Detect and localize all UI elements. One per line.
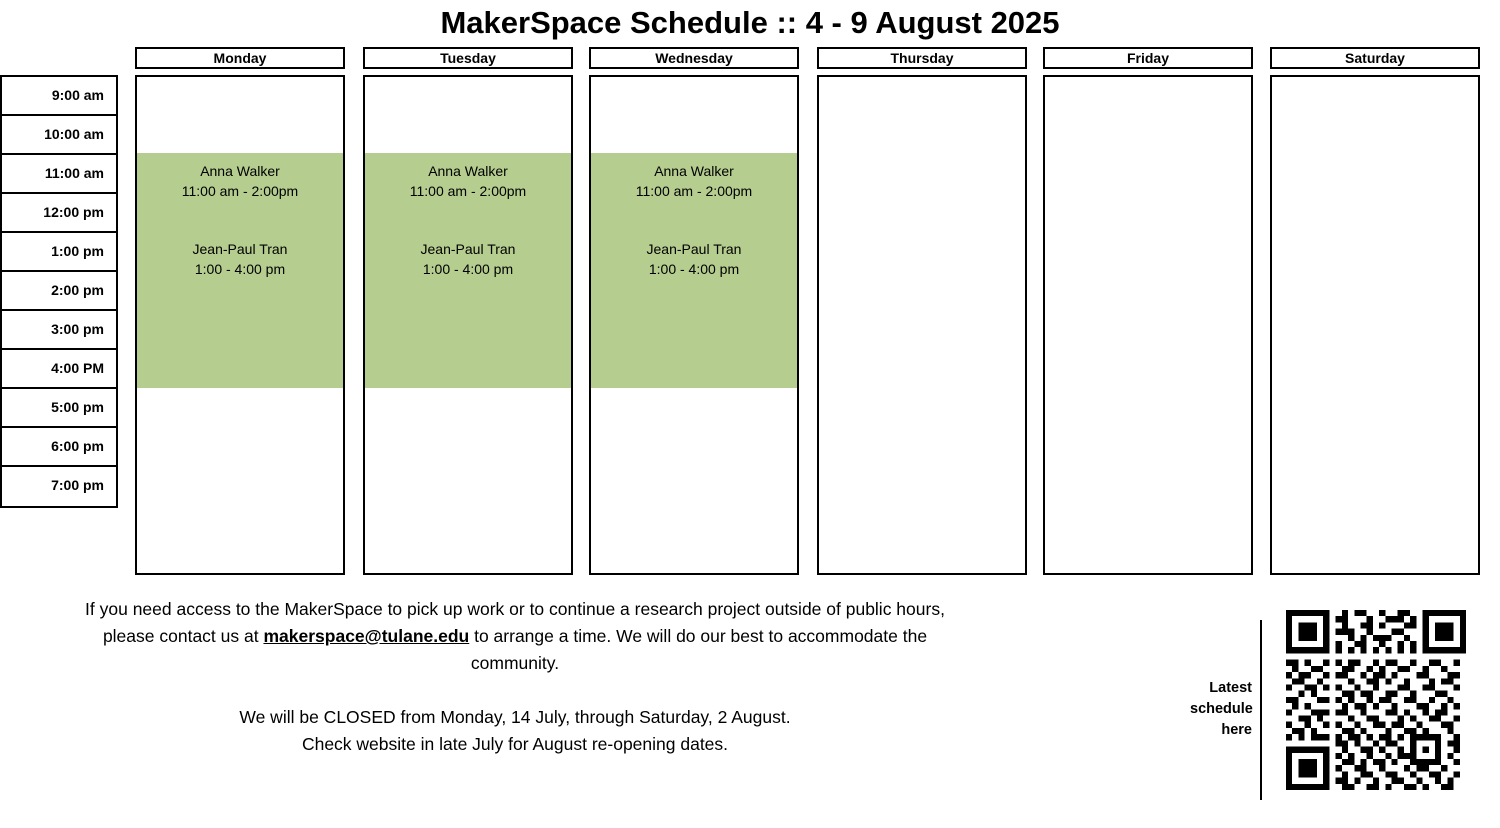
access-line-2-post: to arrange a time. We will do our best to accommodate the: [469, 626, 928, 646]
time-slot: 6:00 pm: [2, 428, 116, 467]
event-name: Anna Walker: [654, 163, 734, 180]
event-block[interactable]: [365, 153, 571, 231]
time-slot: 11:00 am: [2, 155, 116, 194]
day-header-friday: Friday: [1043, 47, 1253, 69]
footer: [0, 596, 1500, 828]
day-column-monday[interactable]: [135, 75, 345, 575]
event-time: 1:00 - 4:00 pm: [422, 261, 514, 278]
event-time: 11:00 am - 2:00pm: [635, 183, 753, 200]
time-slot: 12:00 pm: [2, 194, 116, 233]
event-block[interactable]: [137, 153, 343, 231]
qr-divider: [1260, 620, 1262, 800]
day-column-thursday[interactable]: [817, 75, 1027, 575]
day-header-thursday: Thursday: [817, 47, 1027, 69]
event-time: 1:00 - 4:00 pm: [648, 261, 740, 278]
day-header-wednesday: Wednesday: [589, 47, 799, 69]
schedule-calendar: [0, 47, 1500, 577]
access-line-1: If you need access to the MakerSpace to pick up work or to continue a research project outside of public hours,: [85, 599, 945, 619]
time-slot: 10:00 am: [2, 116, 116, 155]
day-column-wednesday[interactable]: [589, 75, 799, 575]
time-slot: 9:00 am: [2, 77, 116, 116]
event-name: Jean-Paul Tran: [192, 241, 288, 258]
page-title: MakerSpace Schedule :: 4 - 9 August 2025: [440, 5, 1060, 40]
makerspace-email-link[interactable]: makerspace@tulane.edu: [263, 626, 470, 646]
day-column-saturday[interactable]: [1270, 75, 1480, 575]
time-slot: 3:00 pm: [2, 311, 116, 350]
event-time: 1:00 - 4:00 pm: [194, 261, 286, 278]
event-time: 11:00 am - 2:00pm: [181, 183, 299, 200]
day-column-tuesday[interactable]: [363, 75, 573, 575]
event-name: Jean-Paul Tran: [420, 241, 516, 258]
time-slot: 1:00 pm: [2, 233, 116, 272]
day-header-monday: Monday: [135, 47, 345, 69]
day-header-row: [0, 47, 1500, 69]
qr-block: [1190, 606, 1480, 806]
time-gutter: [0, 75, 118, 508]
event-name: Anna Walker: [200, 163, 280, 180]
event-name: Jean-Paul Tran: [646, 241, 742, 258]
access-line-2: [0, 623, 1030, 650]
footer-spacer: [0, 677, 1030, 704]
day-column-friday[interactable]: [1043, 75, 1253, 575]
footer-notes: [0, 596, 1030, 758]
access-line-3: community.: [470, 653, 560, 673]
day-header-tuesday: Tuesday: [363, 47, 573, 69]
time-slot: 2:00 pm: [2, 272, 116, 311]
event-block[interactable]: [591, 153, 797, 231]
time-slot: 4:00 PM: [2, 350, 116, 389]
event-block[interactable]: [137, 231, 343, 388]
event-time: 11:00 am - 2:00pm: [409, 183, 527, 200]
access-line-2-pre: please contact us at: [102, 626, 264, 646]
event-block[interactable]: [365, 231, 571, 388]
event-block[interactable]: [591, 231, 797, 388]
qr-code-image[interactable]: [1286, 610, 1466, 790]
qr-label: Latest schedule here: [1190, 680, 1253, 738]
time-slot: 7:00 pm: [51, 477, 104, 494]
time-slot: 5:00 pm: [2, 389, 116, 428]
closed-line-2: Check website in late July for August re-opening dates.: [301, 734, 729, 754]
closed-line-1: We will be CLOSED from Monday, 14 July, through Saturday, 2 August.: [239, 707, 791, 727]
event-name: Anna Walker: [428, 163, 508, 180]
day-header-saturday: Saturday: [1270, 47, 1480, 69]
